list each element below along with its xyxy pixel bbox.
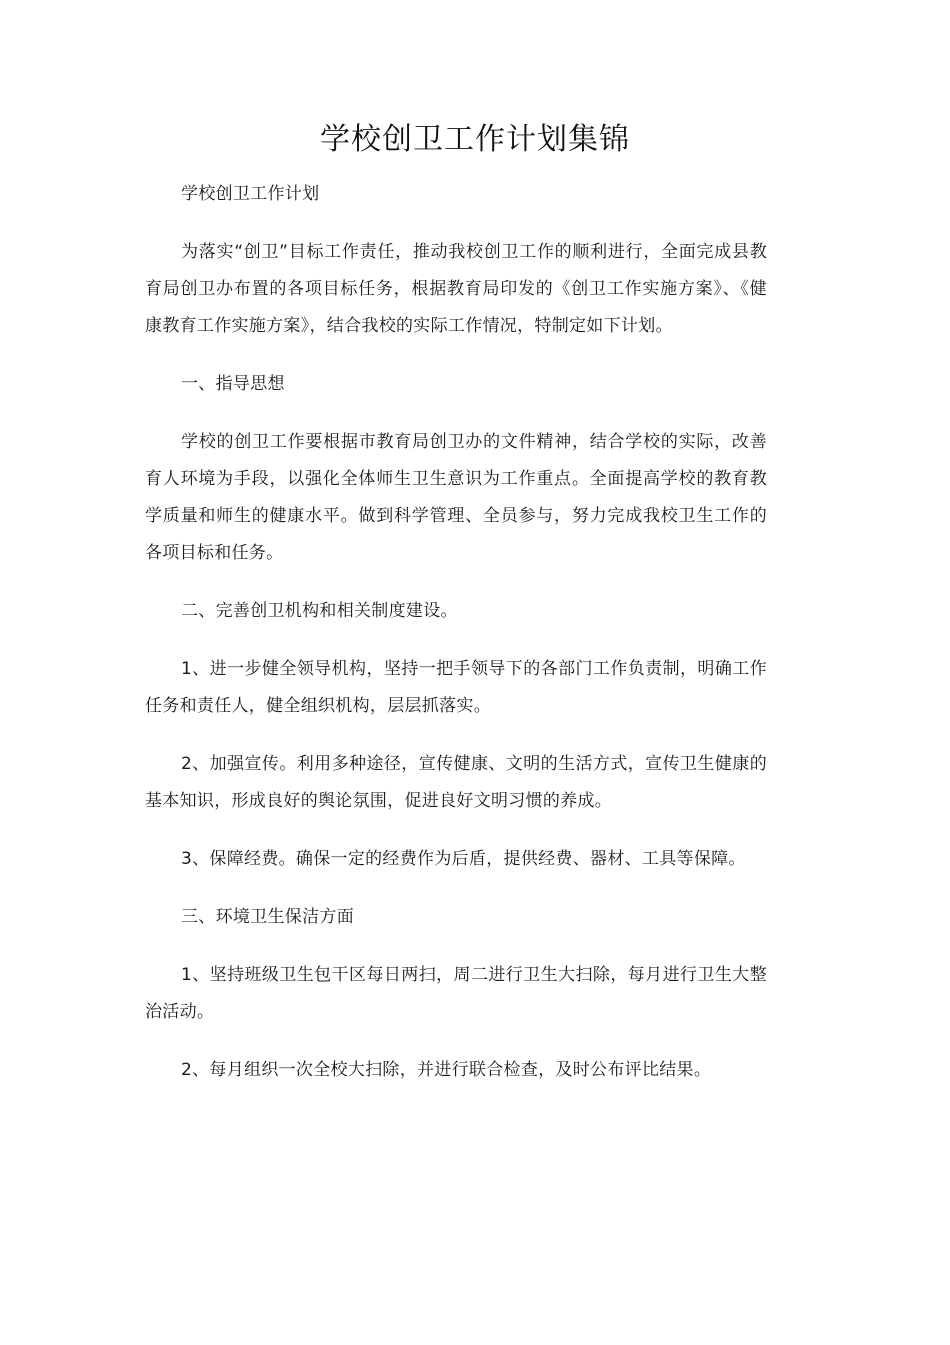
list-item: 3、保障经费。确保一定的经费作为后盾，提供经费、器材、工具等保障。: [181, 849, 746, 869]
section-heading-1: 一、指导思想: [181, 374, 285, 394]
intro-paragraph: 为落实“创卫”目标工作责任，推动我校创卫工作的顺利进行，全面完成县教育局创卫办布置的各项目标任务，根据教育局印发的《创卫工作实施方案》、《健康教育工作实施方案》，结合我校的实际工作情况，特制定如下计划。: [145, 242, 767, 336]
subtitle-paragraph: 学校创卫工作计划: [181, 184, 320, 204]
document-body: [145, 176, 767, 1110]
list-item: 1、坚持班级卫生包干区每日两扫，周二进行卫生大扫除，每月进行卫生大整治活动。: [145, 965, 767, 1022]
list-item: 2、每月组织一次全校大扫除，并进行联合检查，及时公布评比结果。: [181, 1060, 712, 1080]
section-heading-2: 二、完善创卫机构和相关制度建设。: [181, 601, 458, 621]
list-item: 2、加强宣传。利用多种途径，宣传健康、文明的生活方式，宣传卫生健康的基本知识，形成良好的舆论氛围，促进良好文明习惯的养成。: [145, 754, 767, 811]
list-item: 1、进一步健全领导机构，坚持一把手领导下的各部门工作负责制，明确工作任务和责任人，健全组织机构，层层抓落实。: [145, 659, 767, 716]
section-heading-3: 三、环境卫生保洁方面: [181, 907, 354, 927]
guiding-ideology-paragraph: 学校的创卫工作要根据市教育局创卫办的文件精神，结合学校的实际，改善育人环境为手段，以强化全体师生卫生意识为工作重点。全面提高学校的教育教学质量和师生的健康水平。做到科学管理、全员参与，努力完成我校卫生工作的各项目标和任务。: [145, 432, 767, 563]
document-title: 学校创卫工作计划集锦: [320, 122, 630, 157]
